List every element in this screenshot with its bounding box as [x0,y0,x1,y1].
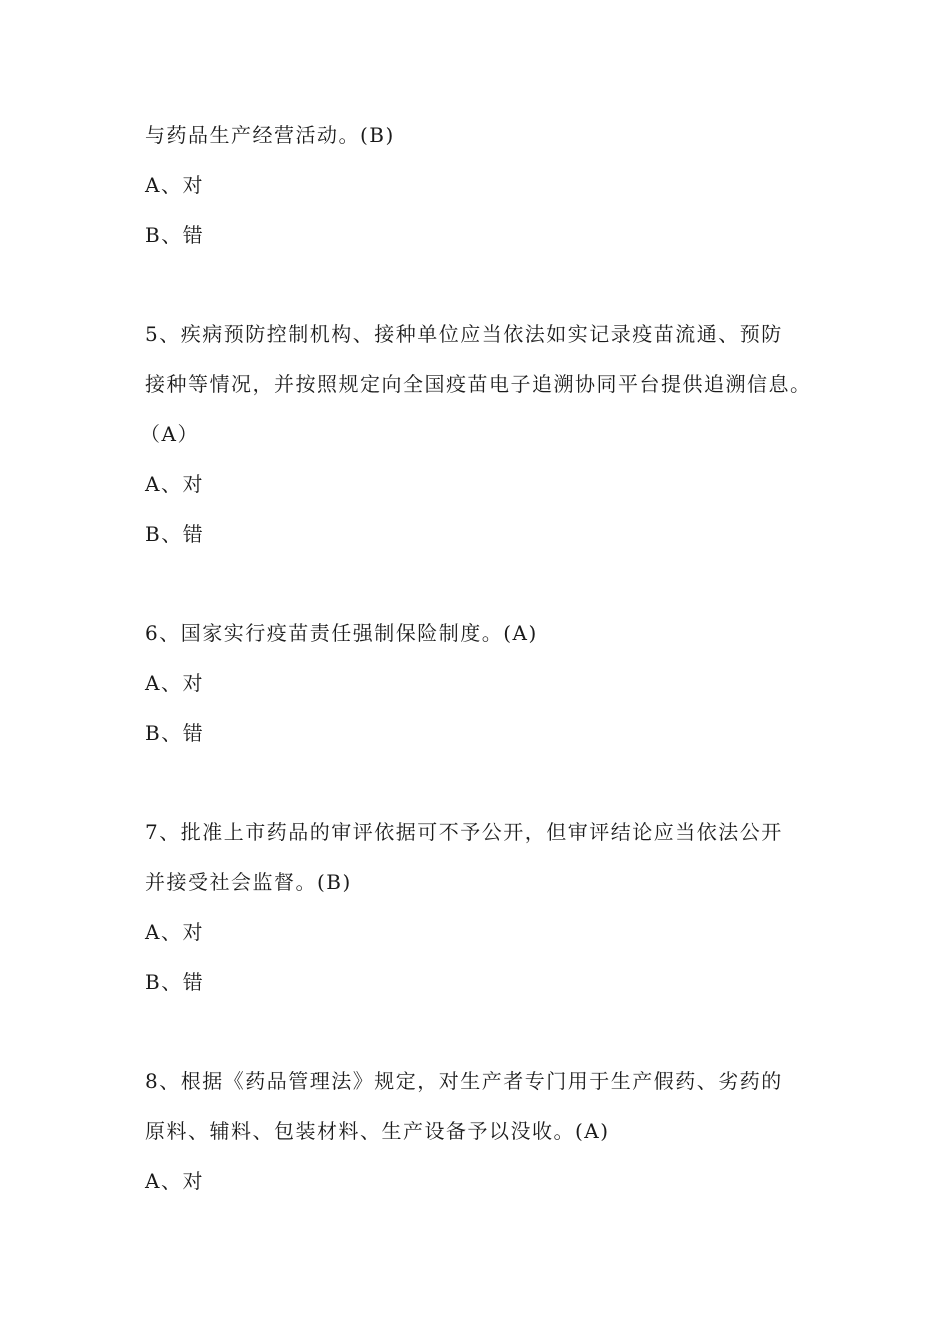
question-4-option-a: A、对 [145,173,204,197]
question-8-text-line-1: 8、根据《药品管理法》规定，对生产者专门用于生产假药、劣药的 [145,1069,783,1093]
question-6-option-a: A、对 [145,671,204,695]
question-7-text-line-1: 7、批准上市药品的审评依据可不予公开，但审评结论应当依法公开 [145,820,783,844]
question-5-text-line-1: 5、疾病预防控制机构、接种单位应当依法如实记录疫苗流通、预防 [145,322,783,346]
question-7-option-a: A、对 [145,920,204,944]
question-5-answer: （A） [140,422,199,446]
question-7-option-b: B、错 [145,970,205,994]
question-5-option-b: B、错 [145,522,205,546]
question-6-text: 6、国家实行疫苗责任强制保险制度。(A) [145,621,538,645]
question-7-text-line-2: 并接受社会监督。(B) [145,870,352,894]
question-5-option-a: A、对 [145,472,204,496]
question-4-option-b: B、错 [145,223,205,247]
question-4-text: 与药品生产经营活动。(B) [145,123,395,147]
question-5-text-line-2: 接种等情况，并按照规定向全国疫苗电子追溯协同平台提供追溯信息。 [145,372,812,396]
question-8-text-line-2: 原料、辅料、包装材料、生产设备予以没收。(A) [145,1119,610,1143]
question-8-option-a: A、对 [145,1169,204,1193]
question-6-option-b: B、错 [145,721,205,745]
